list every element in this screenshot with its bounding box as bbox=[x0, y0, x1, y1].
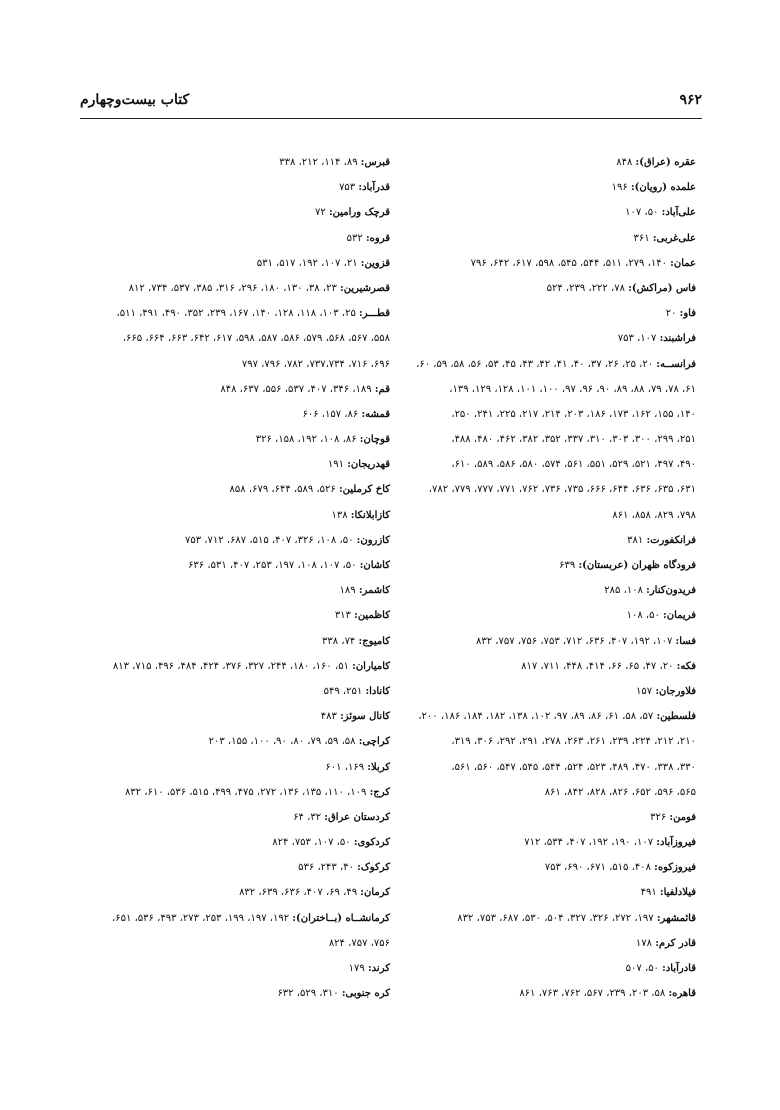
page-references: ۷۵۶، ۷۵۷، ۸۲۴ bbox=[328, 937, 390, 949]
index-entry bbox=[405, 503, 696, 528]
index-column-left bbox=[78, 150, 390, 1006]
index-entry bbox=[78, 805, 390, 830]
index-entry bbox=[78, 679, 390, 704]
index-term: قم: bbox=[374, 383, 390, 395]
index-entry bbox=[78, 352, 390, 377]
index-term: کرند: bbox=[367, 963, 390, 974]
index-term: فلسطین: bbox=[656, 711, 696, 723]
page-references: ۱۴۰، ۱۵۵، ۱۶۲، ۱۷۳، ۱۸۶، ۲۰۳، ۲۱۴، ۲۱۷، ۲۲۵، ۲۴۱، ۲۵۰، bbox=[451, 408, 696, 420]
index-term: کانادا: bbox=[365, 685, 390, 697]
index-term: کازرون: bbox=[356, 534, 390, 546]
index-term: قصرشیرین: bbox=[340, 282, 390, 294]
index-term: قهدریجان: bbox=[347, 459, 390, 471]
page-references: ۴۸۳ bbox=[320, 711, 341, 723]
index-entry bbox=[405, 654, 696, 679]
page-references: ۱۴۰، ۲۷۹، ۵۱۱، ۵۴۴، ۵۴۵، ۵۹۸، ۶۱۷، ۶۴۲، ۷۹۶ bbox=[470, 257, 671, 269]
index-entry bbox=[405, 603, 696, 628]
index-term: قزوین: bbox=[360, 257, 390, 269]
page-references: ۸۹، ۱۱۴، ۲۱۲، ۳۳۸ bbox=[279, 157, 361, 168]
page-references: ۱۰۷، ۱۹۲، ۴۰۷، ۶۳۶، ۷۱۲، ۷۵۳، ۷۵۶، ۷۵۷، ۸۳۲ bbox=[475, 635, 676, 647]
index-entry bbox=[78, 200, 390, 225]
index-term: قاهره: bbox=[668, 988, 696, 1000]
index-entry bbox=[405, 326, 696, 351]
index-term: قطـــر: bbox=[359, 308, 390, 320]
page-references: ۱۹۷، ۲۷۲، ۳۲۶، ۳۲۷، ۵۰۴، ۵۳۰، ۶۸۷، ۷۵۳، ۸۳۲ bbox=[457, 912, 657, 924]
page-references: ۷۸، ۲۲۲، ۲۳۹، ۵۲۴ bbox=[546, 282, 629, 294]
index-term: کاشان: bbox=[359, 560, 390, 571]
index-term: عقره (عراق): bbox=[635, 157, 696, 168]
page-references: ۵۰، ۱۰۸، ۳۲۶، ۴۰۷، ۵۱۵، ۶۸۷، ۷۱۲، ۷۵۳ bbox=[185, 534, 357, 546]
index-entry bbox=[78, 377, 390, 402]
page-references: ۲۳، ۳۸، ۱۳۰، ۱۸۰، ۲۹۶، ۳۱۶، ۳۸۵، ۵۳۷، ۷۳۴، ۸۱۲ bbox=[128, 282, 341, 294]
page-references: ۸۶، ۱۰۸، ۱۹۲، ۱۵۸، ۳۲۶ bbox=[255, 434, 360, 446]
index-term: قروه: bbox=[365, 232, 390, 244]
index-term: کرج: bbox=[369, 786, 390, 798]
index-term: فرودگاه ظهران (عربستان): bbox=[578, 560, 696, 571]
index-term: فاو: bbox=[679, 308, 696, 320]
index-term: قائمشهر: bbox=[656, 912, 696, 924]
index-term: کرمان: bbox=[360, 887, 390, 899]
index-entry bbox=[78, 931, 390, 956]
page-references: ۵۰، ۵۰۷ bbox=[625, 963, 663, 974]
index-term: کربلا: bbox=[367, 761, 390, 773]
index-term: فریدون‌کنار: bbox=[646, 585, 696, 597]
index-entry bbox=[78, 503, 390, 528]
index-term: کامیاران: bbox=[352, 660, 390, 672]
page-references: ۲۵۱، ۵۴۹ bbox=[323, 685, 366, 697]
index-entry bbox=[78, 755, 390, 780]
index-entry bbox=[78, 729, 390, 754]
page-references: ۱۷۸ bbox=[635, 937, 656, 949]
index-term: فراشبند: bbox=[659, 333, 696, 345]
index-entry bbox=[405, 226, 696, 251]
index-term: کازابلانکا: bbox=[350, 509, 390, 521]
index-entry bbox=[78, 553, 390, 578]
page-references: ۱۶۹، ۶۰۱ bbox=[325, 761, 368, 773]
index-entry bbox=[405, 477, 696, 502]
page-references: ۵۷، ۵۸، ۶۱، ۸۶، ۸۹، ۹۷، ۱۰۲، ۱۳۸، ۱۸۲، ۱۸۴، ۱۸۶، ۲۰۰، bbox=[418, 711, 657, 723]
page-references: ۱۷۹ bbox=[348, 963, 368, 974]
index-term: فسا: bbox=[675, 635, 696, 647]
index-term: کاشمر: bbox=[358, 585, 390, 597]
index-entry bbox=[78, 880, 390, 905]
index-entry bbox=[405, 402, 696, 427]
page-references: ۴۰، ۲۴۳، ۵۳۶ bbox=[298, 862, 358, 874]
index-column-right bbox=[405, 150, 696, 1006]
page-references: ۲۰ bbox=[665, 308, 680, 320]
page-references: ۴۹۰، ۴۹۷، ۵۲۱، ۵۲۹، ۵۵۱، ۵۶۱، ۵۷۴، ۵۸۰، ۵۸۶، ۵۸۹، ۶۱۰، bbox=[451, 459, 696, 471]
index-entry bbox=[405, 150, 696, 175]
index-entry bbox=[405, 251, 696, 276]
index-entry bbox=[405, 276, 696, 301]
index-entry bbox=[405, 553, 696, 578]
page-references: ۱۹۲، ۱۹۷، ۱۹۹، ۲۵۳، ۲۷۳، ۴۹۳، ۵۳۶، ۶۵۱، bbox=[112, 912, 293, 924]
index-entry bbox=[405, 629, 696, 654]
index-entry bbox=[78, 226, 390, 251]
index-term: علمده (رویان): bbox=[630, 182, 696, 194]
page-references: ۵۶۵، ۵۹۶، ۶۵۲، ۸۲۶، ۸۲۸، ۸۴۲، ۸۶۱ bbox=[544, 786, 696, 798]
book-title: کتاب بیست‌وچهارم bbox=[80, 92, 190, 108]
page-references: ۳۶۱ bbox=[633, 232, 653, 244]
page-references: ۴۹۱ bbox=[640, 887, 660, 899]
index-term: قمشه: bbox=[361, 408, 390, 420]
page-references: ۷۴، ۳۳۸ bbox=[322, 635, 359, 647]
index-term: کامیوج: bbox=[358, 635, 390, 647]
page-references: ۱۰۷، ۱۹۰، ۱۹۲، ۴۰۷، ۵۳۴، ۷۱۲ bbox=[524, 837, 657, 849]
index-term: قادرآباد: bbox=[662, 963, 696, 974]
index-entry bbox=[78, 477, 390, 502]
index-entry bbox=[78, 855, 390, 880]
index-term: فیلادلفیا: bbox=[659, 887, 696, 899]
page-references: ۷۵۳ bbox=[339, 182, 359, 194]
page-references: ۳۲، ۶۴ bbox=[293, 811, 325, 823]
page-references: ۱۹۱ bbox=[327, 459, 348, 471]
index-term: علی‌آباد: bbox=[661, 207, 696, 219]
page-references: ۲۱۰، ۲۱۲، ۲۲۴، ۲۳۹، ۲۶۱، ۲۶۳، ۲۷۸، ۲۹۱، ۲۹۲، ۳۰۶، ۳۱۹، bbox=[451, 736, 696, 748]
index-entry bbox=[405, 830, 696, 855]
index-entry bbox=[78, 402, 390, 427]
index-entry bbox=[78, 578, 390, 603]
page-references: ۵۳۲ bbox=[346, 232, 366, 244]
page-references: ۴۹، ۶۹، ۴۰۷، ۶۳۶، ۶۳۹، ۸۳۲ bbox=[239, 887, 361, 899]
index-entry bbox=[405, 755, 696, 780]
page-references: ۳۱۳ bbox=[334, 610, 355, 622]
page-references: ۴۰۸، ۵۱۵، ۶۷۱، ۶۹۰، ۷۵۳ bbox=[544, 862, 655, 874]
index-entry bbox=[405, 805, 696, 830]
index-entry bbox=[405, 200, 696, 225]
page-references: ۵۰، ۱۰۷، ۱۰۸، ۱۹۷، ۲۵۳، ۴۰۷، ۵۳۱، ۶۳۶ bbox=[188, 560, 360, 571]
index-entry bbox=[405, 578, 696, 603]
page-references: ۱۹۶ bbox=[611, 182, 631, 194]
index-entry bbox=[405, 452, 696, 477]
index-entry bbox=[78, 326, 390, 351]
index-entry bbox=[78, 251, 390, 276]
index-entry bbox=[405, 679, 696, 704]
index-term: فکه: bbox=[676, 660, 696, 672]
page-references: ۶۱، ۷۸، ۷۹، ۸۸، ۸۹، ۹۰، ۹۶، ۹۷، ۱۰۰، ۱۰۱، ۱۲۸، ۱۲۹، ۱۳۹، bbox=[449, 383, 696, 395]
index-term: قدرآباد: bbox=[358, 182, 390, 194]
index-entry bbox=[78, 956, 390, 981]
index-entry bbox=[78, 528, 390, 553]
page-references: ۷۲ bbox=[315, 207, 329, 219]
index-term: فرانســه: bbox=[656, 358, 696, 370]
page-references: ۳۸۱ bbox=[627, 534, 647, 546]
index-entry bbox=[405, 981, 696, 1006]
page-references: ۵۸، ۲۰۳، ۲۳۹، ۵۶۷، ۷۶۲، ۷۶۳، ۸۶۱ bbox=[519, 988, 669, 1000]
index-term: فاس (مراکش): bbox=[628, 282, 696, 294]
index-term: فلاورجان: bbox=[655, 685, 696, 697]
index-term: عمان: bbox=[670, 257, 696, 269]
page-number: ۹۶۲ bbox=[679, 92, 702, 108]
page-references: ۷۹۸، ۸۲۹، ۸۵۸، ۸۶۱ bbox=[612, 509, 696, 521]
page-references: ۱۵۷ bbox=[636, 685, 656, 697]
index-term: کردستان عراق: bbox=[324, 811, 390, 823]
page-references: ۵۵۸، ۵۶۷، ۵۶۸، ۵۷۹، ۵۸۶، ۵۸۷، ۵۹۸، ۶۱۷، ۶۴۲، ۶۶۳، ۶۶۴، ۶۶۵، bbox=[122, 333, 390, 345]
index-entry bbox=[78, 427, 390, 452]
index-entry bbox=[78, 452, 390, 477]
index-entry bbox=[405, 780, 696, 805]
page-references: ۲۰، ۴۷، ۶۵، ۶۶، ۴۱۴، ۴۴۸، ۷۱۱، ۸۱۷ bbox=[521, 660, 677, 672]
page-references: ۲۵۱، ۲۹۹، ۳۰۰، ۳۰۳، ۳۱۰، ۳۳۷، ۳۵۲، ۳۸۲، ۴۶۲، ۴۸۰، ۴۸۸، bbox=[451, 434, 696, 446]
index-entry bbox=[405, 377, 696, 402]
index-entry bbox=[405, 855, 696, 880]
index-entry bbox=[405, 301, 696, 326]
index-term: کردکوی: bbox=[353, 837, 390, 849]
index-entry bbox=[78, 906, 390, 931]
index-term: قبرس: bbox=[360, 157, 390, 168]
index-entry bbox=[405, 528, 696, 553]
index-entry bbox=[78, 175, 390, 200]
index-entry bbox=[405, 729, 696, 754]
page-references: ۸۴۸ bbox=[616, 157, 636, 168]
index-term: فیروزآباد: bbox=[656, 837, 696, 849]
page-references: ۶۳۹ bbox=[559, 560, 579, 571]
index-term: کراچی: bbox=[358, 736, 390, 748]
page-references: ۵۸، ۵۹، ۷۹، ۸۰، ۹۰، ۱۰۰، ۱۵۵، ۲۰۳ bbox=[208, 736, 359, 748]
index-entry bbox=[405, 906, 696, 931]
index-entry bbox=[78, 603, 390, 628]
index-entry bbox=[405, 956, 696, 981]
index-term: کاظمین: bbox=[354, 610, 390, 622]
index-term: کاخ کرملین: bbox=[338, 484, 390, 496]
index-entry bbox=[78, 780, 390, 805]
index-term: کرمانشــاه (بــاختران): bbox=[292, 912, 390, 924]
index-term: کانال سوئز: bbox=[340, 711, 390, 723]
index-entry bbox=[405, 704, 696, 729]
index-entry bbox=[78, 830, 390, 855]
page-references: ۲۵، ۱۰۳، ۱۱۸، ۱۲۸، ۱۴۰، ۱۶۷، ۲۳۹، ۳۵۲، ۴۹۰، ۴۹۱، ۵۱۱، bbox=[116, 308, 360, 320]
index-entry bbox=[78, 276, 390, 301]
page-references: ۵۲۶، ۵۸۹، ۶۴۴، ۶۷۹، ۸۵۸ bbox=[229, 484, 339, 496]
index-term: کرکوک: bbox=[357, 862, 390, 874]
page-references: ۳۱۰، ۵۲۹، ۶۳۲ bbox=[277, 988, 342, 1000]
index-entry bbox=[405, 880, 696, 905]
page-references: ۱۳۸ bbox=[331, 509, 351, 521]
index-entry bbox=[78, 301, 390, 326]
index-term: فومن: bbox=[669, 811, 696, 823]
page-references: ۶۳۱، ۶۳۵، ۶۳۶، ۶۴۴، ۶۶۶، ۷۳۵، ۷۳۶، ۷۶۲، ۷۷۱، ۷۷۷، ۷۷۹، ۷۸۲، bbox=[428, 484, 696, 496]
page-references: ۲۱، ۱۰۷، ۱۹۲، ۵۱۷، ۵۳۱ bbox=[256, 257, 361, 269]
page-references: ۵۰، ۱۰۷، ۷۵۳، ۸۲۴ bbox=[272, 837, 354, 849]
index-term: قادر کرم: bbox=[655, 937, 696, 949]
page-references: ۳۳۰، ۳۳۸، ۴۷۰، ۴۸۹، ۵۲۳، ۵۲۴، ۵۴۴، ۵۴۵، ۵۴۷، ۵۶۰، ۵۶۱، bbox=[451, 761, 696, 773]
index-term: فرانکفورت: bbox=[646, 534, 696, 546]
page-references: ۱۰۷، ۷۵۳ bbox=[617, 333, 660, 345]
index-entry bbox=[78, 704, 390, 729]
page-references: ۶۹۶، ۷۱۶، ۷۳۷،۷۳۴، ۷۸۲، ۷۹۶، ۷۹۷ bbox=[241, 358, 390, 370]
index-term: فیروزکوه: bbox=[654, 862, 696, 874]
page-references: ۵۱، ۱۶۰، ۱۸۰، ۲۴۴، ۳۲۷، ۳۷۶، ۴۲۴، ۴۸۴، ۴۹۶، ۷۱۵، ۸۱۳ bbox=[112, 660, 353, 672]
index-entry bbox=[405, 352, 696, 377]
page-references: ۱۸۹ bbox=[339, 585, 359, 597]
page-references: ۵۰، ۱۰۸ bbox=[626, 610, 664, 622]
index-entry bbox=[78, 654, 390, 679]
index-term: علی‌غربی: bbox=[652, 232, 696, 244]
index-term: فریمان: bbox=[663, 610, 696, 622]
page-references: ۲۰، ۲۵، ۲۶، ۳۷، ۴۰، ۴۱، ۴۲، ۴۳، ۴۵، ۵۳، ۵۶، ۵۸، ۵۹، ۶۰، bbox=[416, 358, 657, 370]
index-entry bbox=[405, 931, 696, 956]
page-references: ۱۰۸، ۲۸۵ bbox=[604, 585, 647, 597]
index-term: قرچک ورامین: bbox=[328, 207, 390, 219]
index-entry bbox=[78, 150, 390, 175]
index-entry bbox=[78, 629, 390, 654]
page-references: ۱۰۹، ۱۱۰، ۱۳۵، ۱۳۶، ۲۷۲، ۴۷۵، ۴۹۹، ۵۱۵، ۵۳۶، ۶۱۰، ۸۳۲ bbox=[124, 786, 370, 798]
index-entry bbox=[78, 981, 390, 1006]
index-term: قوچان: bbox=[359, 434, 390, 446]
page-references: ۱۸۹، ۳۴۶، ۴۰۷، ۵۳۷، ۵۵۶، ۶۳۷، ۸۴۸ bbox=[220, 383, 375, 395]
index-term: کره جنوبی: bbox=[341, 988, 390, 1000]
index-entry bbox=[405, 175, 696, 200]
page-references: ۳۲۶ bbox=[650, 811, 670, 823]
index-entry bbox=[405, 427, 696, 452]
page-references: ۵۰، ۱۰۷ bbox=[625, 207, 662, 219]
page-header bbox=[80, 92, 702, 119]
page-references: ۸۶، ۱۵۷، ۶۰۶ bbox=[302, 408, 362, 420]
